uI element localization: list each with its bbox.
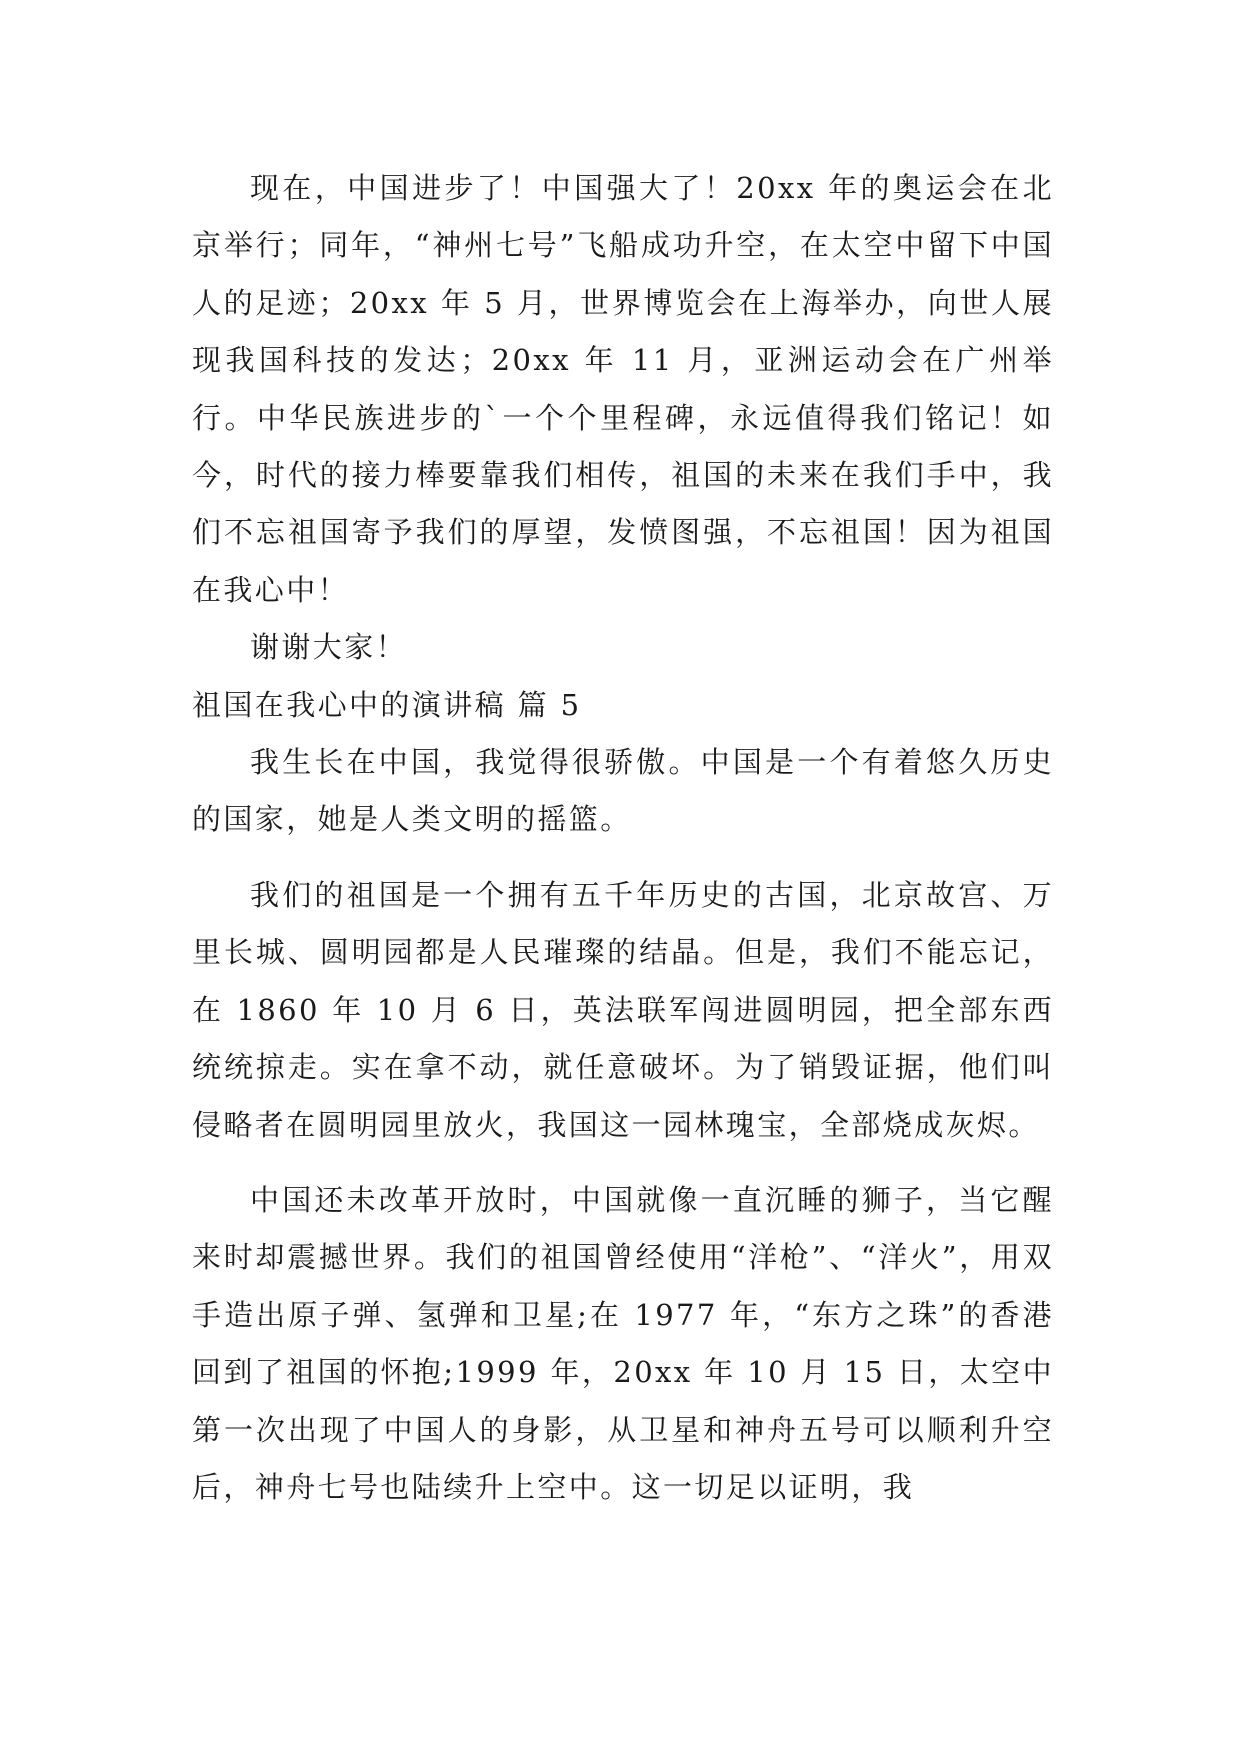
paragraph-intro: 我生长在中国，我觉得很骄傲。中国是一个有着悠久历史的国家，她是人类文明的摇篮。 (192, 745, 1054, 837)
paragraph-awakening: 中国还未改革开放时，中国就像一直沉睡的狮子，当它醒来时却震撼世界。我们的祖国曾经使用“洋枪”、“洋火”，用双手造出原子弹、氢弹和卫星;在 1977 年，“东方之珠”的香港回到了祖国的怀抱;1999 年，20xx 年 10 月 15 日，太空中第一次出现了中国人的身影，从卫星和神舟五号可以顺利升空后，神舟七号也陆续升上空中。这一切足以证明，我 (192, 1182, 1054, 1504)
paragraph-progress: 现在，中国进步了！中国强大了！20xx 年的奥运会在北京举行；同年，“神州七号”飞船成功升空，在太空中留下中国人的足迹；20xx 年 5 月，世界博览会在上海举办，向世人展现我国科技的发达；20xx 年 11 月，亚洲运动会在广州举行。中华民族进步的`一个个里程碑，永远值得我们铭记！如今，时代的接力棒要靠我们相传，祖国的未来在我们手中，我们不忘祖国寄予我们的厚望，发愤图强，不忘祖国！因为祖国在我心中！ (192, 171, 1054, 607)
paragraph-thanks: 谢谢大家！ (250, 630, 408, 665)
document-body (192, 160, 1054, 1516)
section-heading: 祖国在我心中的演讲稿 篇 5 (192, 687, 582, 722)
paragraph-history: 我们的祖国是一个拥有五千年历史的古国，北京故宫、万里长城、圆明园都是人民璀璨的结晶。但是，我们不能忘记，在 1860 年 10 月 6 日，英法联军闯进圆明园，把全部东西统统掠走。实在拿不动，就任意破坏。为了销毁证据，他们叫侵略者在圆明园里放火，我国这一园林瑰宝，全部烧成灰烬。 (192, 877, 1054, 1142)
